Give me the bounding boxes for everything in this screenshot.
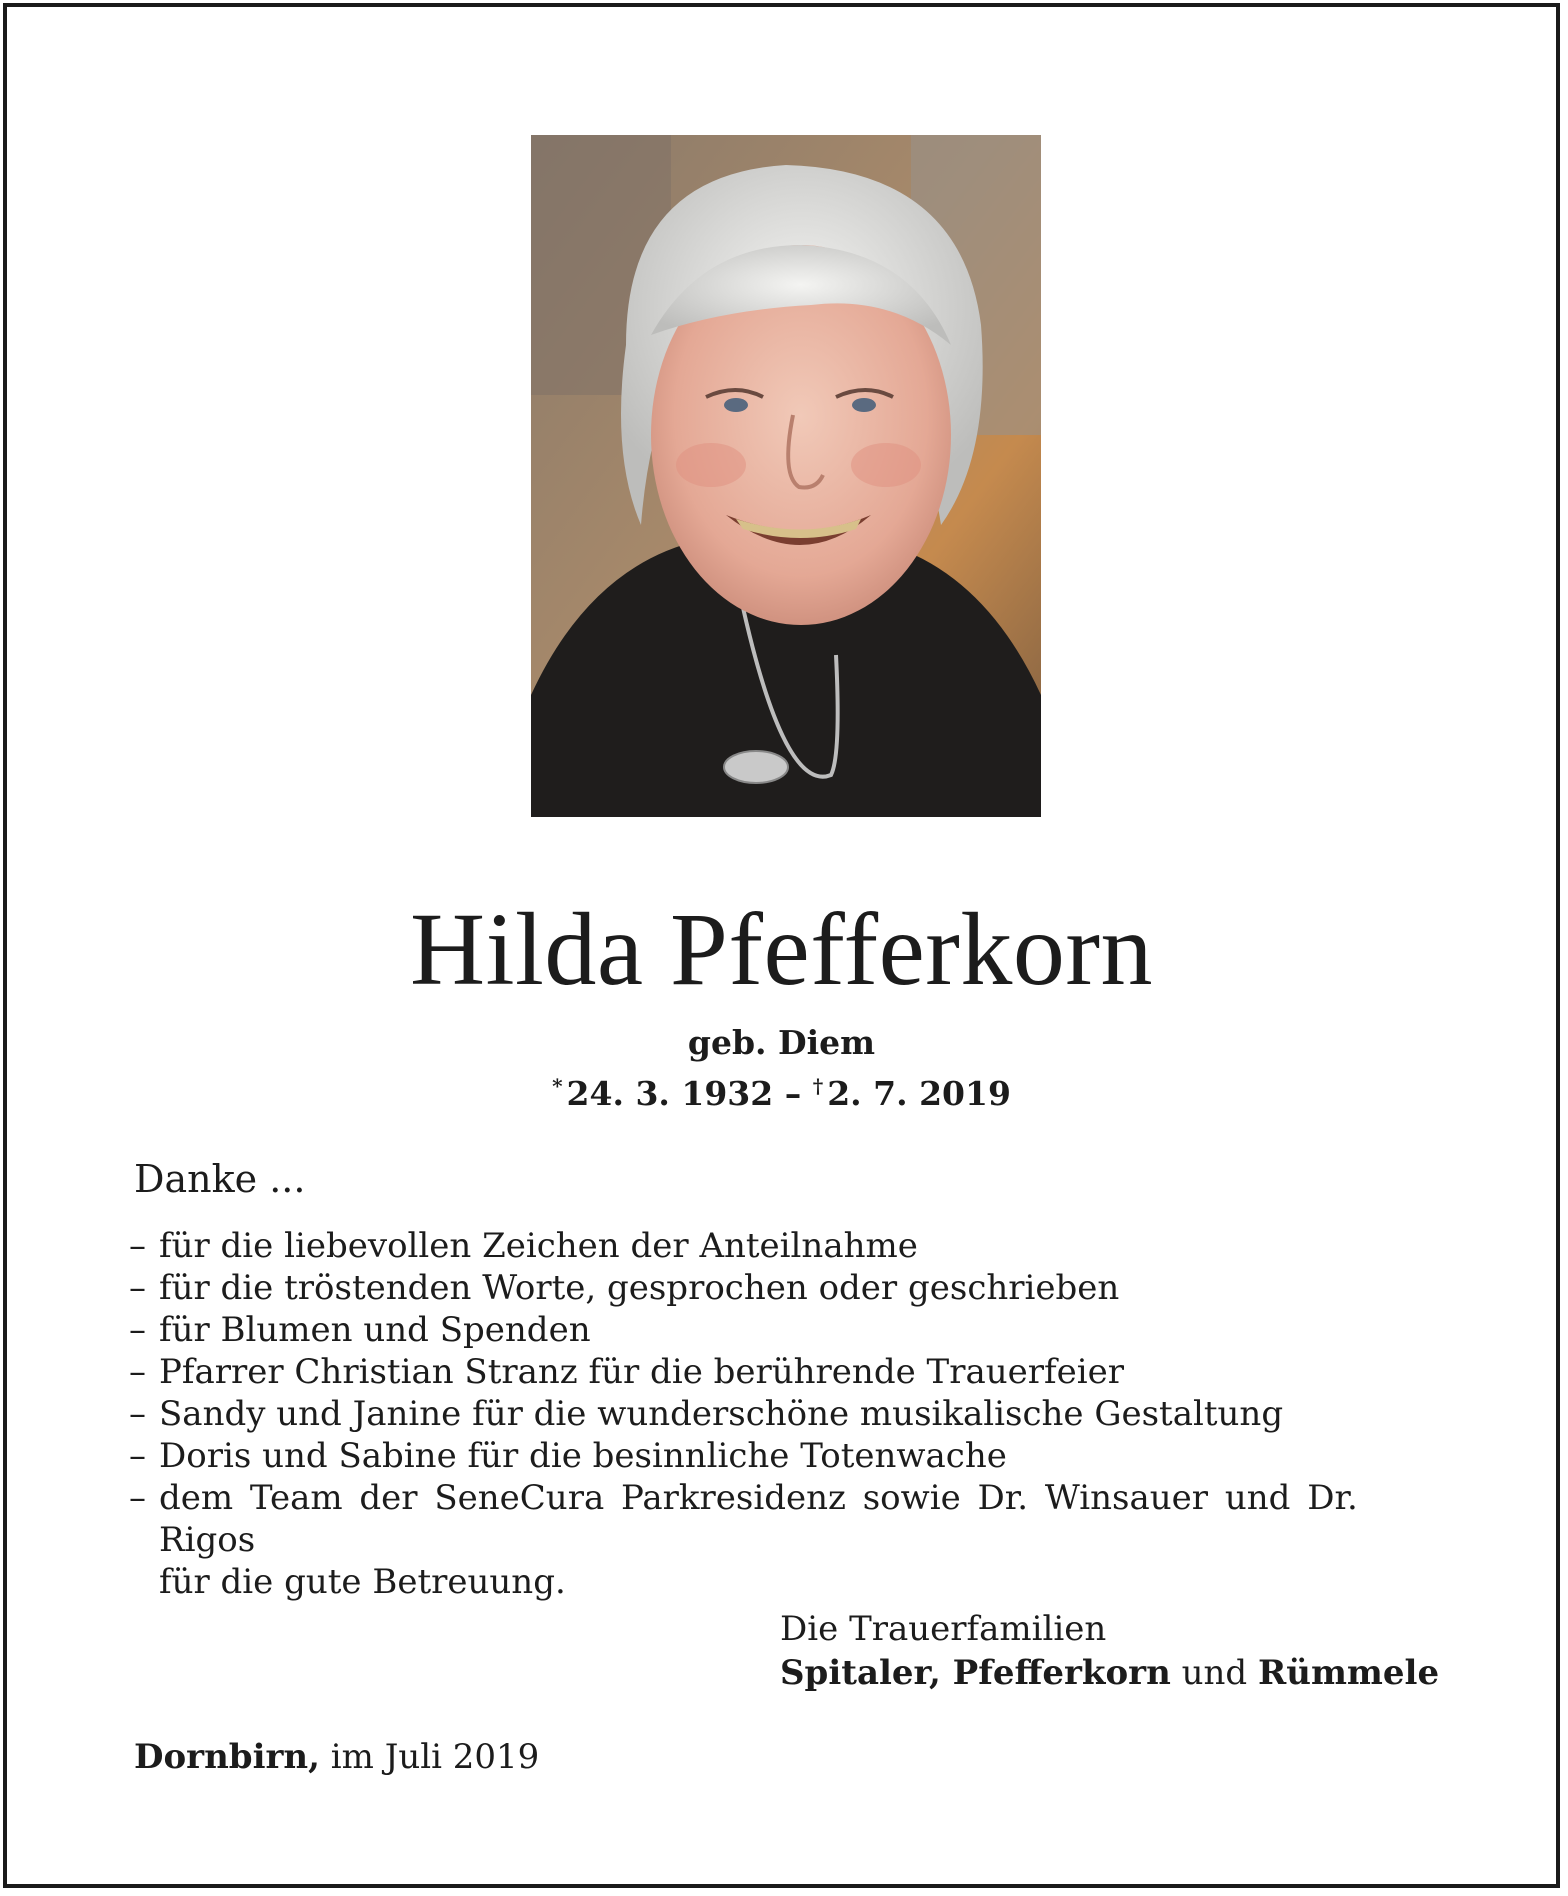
death-symbol: † <box>812 1074 824 1098</box>
list-dash: – <box>129 1268 146 1308</box>
life-dates <box>7 1065 1556 1115</box>
family-names-2: Rümmele <box>1257 1653 1440 1693</box>
place-date <box>134 1735 539 1779</box>
list-item <box>129 1477 1459 1603</box>
month-year: im Juli 2019 <box>319 1737 540 1777</box>
family-names <box>780 1651 1480 1695</box>
list-item-text: Sandy und Janine für die wunderschöne musikalische Gestaltung <box>159 1394 1284 1434</box>
thanks-heading: Danke ... <box>134 1157 306 1201</box>
list-item-text: dem Team der SeneCura Parkresidenz sowie Dr. Winsauer und Dr. Rigos <box>159 1478 1358 1560</box>
portrait-photo <box>531 135 1041 817</box>
list-dash: – <box>129 1226 146 1266</box>
list-dash: – <box>129 1436 146 1476</box>
birth-name: geb. Diem <box>687 1023 876 1062</box>
death-date: 2. 7. 2019 <box>827 1074 1011 1113</box>
thanks-list <box>129 1225 1459 1603</box>
list-item <box>129 1435 1459 1477</box>
obituary-frame <box>3 3 1560 1888</box>
list-item-text: für Blumen und Spenden <box>159 1310 591 1350</box>
list-item-text: für die tröstenden Worte, gesprochen oder geschrieben <box>159 1268 1120 1308</box>
closing-signature <box>780 1607 1480 1695</box>
portrait-image-icon <box>531 135 1041 817</box>
list-item <box>129 1309 1459 1351</box>
birth-date: 24. 3. 1932 <box>566 1074 774 1113</box>
list-item-continuation: für die gute Betreuung. <box>159 1562 566 1602</box>
closing-intro: Die Trauerfamilien <box>780 1609 1107 1649</box>
date-separator: – <box>773 1074 813 1113</box>
list-dash: – <box>129 1478 146 1518</box>
list-dash: – <box>129 1352 146 1392</box>
list-dash: – <box>129 1394 146 1434</box>
list-item-text: Doris und Sabine für die besinnliche Totenwache <box>159 1436 1007 1476</box>
family-names-1: Spitaler, Pfefferkorn <box>780 1653 1171 1693</box>
list-item-text: Pfarrer Christian Stranz für die berührende Trauerfeier <box>159 1352 1124 1392</box>
birth-symbol: * <box>552 1074 563 1098</box>
place-name: Dornbirn, <box>134 1737 320 1777</box>
list-item <box>129 1393 1459 1435</box>
list-item-text: für die liebevollen Zeichen der Anteilnahme <box>159 1226 918 1266</box>
family-connector: und <box>1170 1653 1258 1693</box>
list-dash: – <box>129 1310 146 1350</box>
list-item <box>129 1351 1459 1393</box>
list-item <box>129 1267 1459 1309</box>
list-item <box>129 1225 1459 1267</box>
deceased-name: Hilda Pfefferkorn <box>410 892 1153 1007</box>
